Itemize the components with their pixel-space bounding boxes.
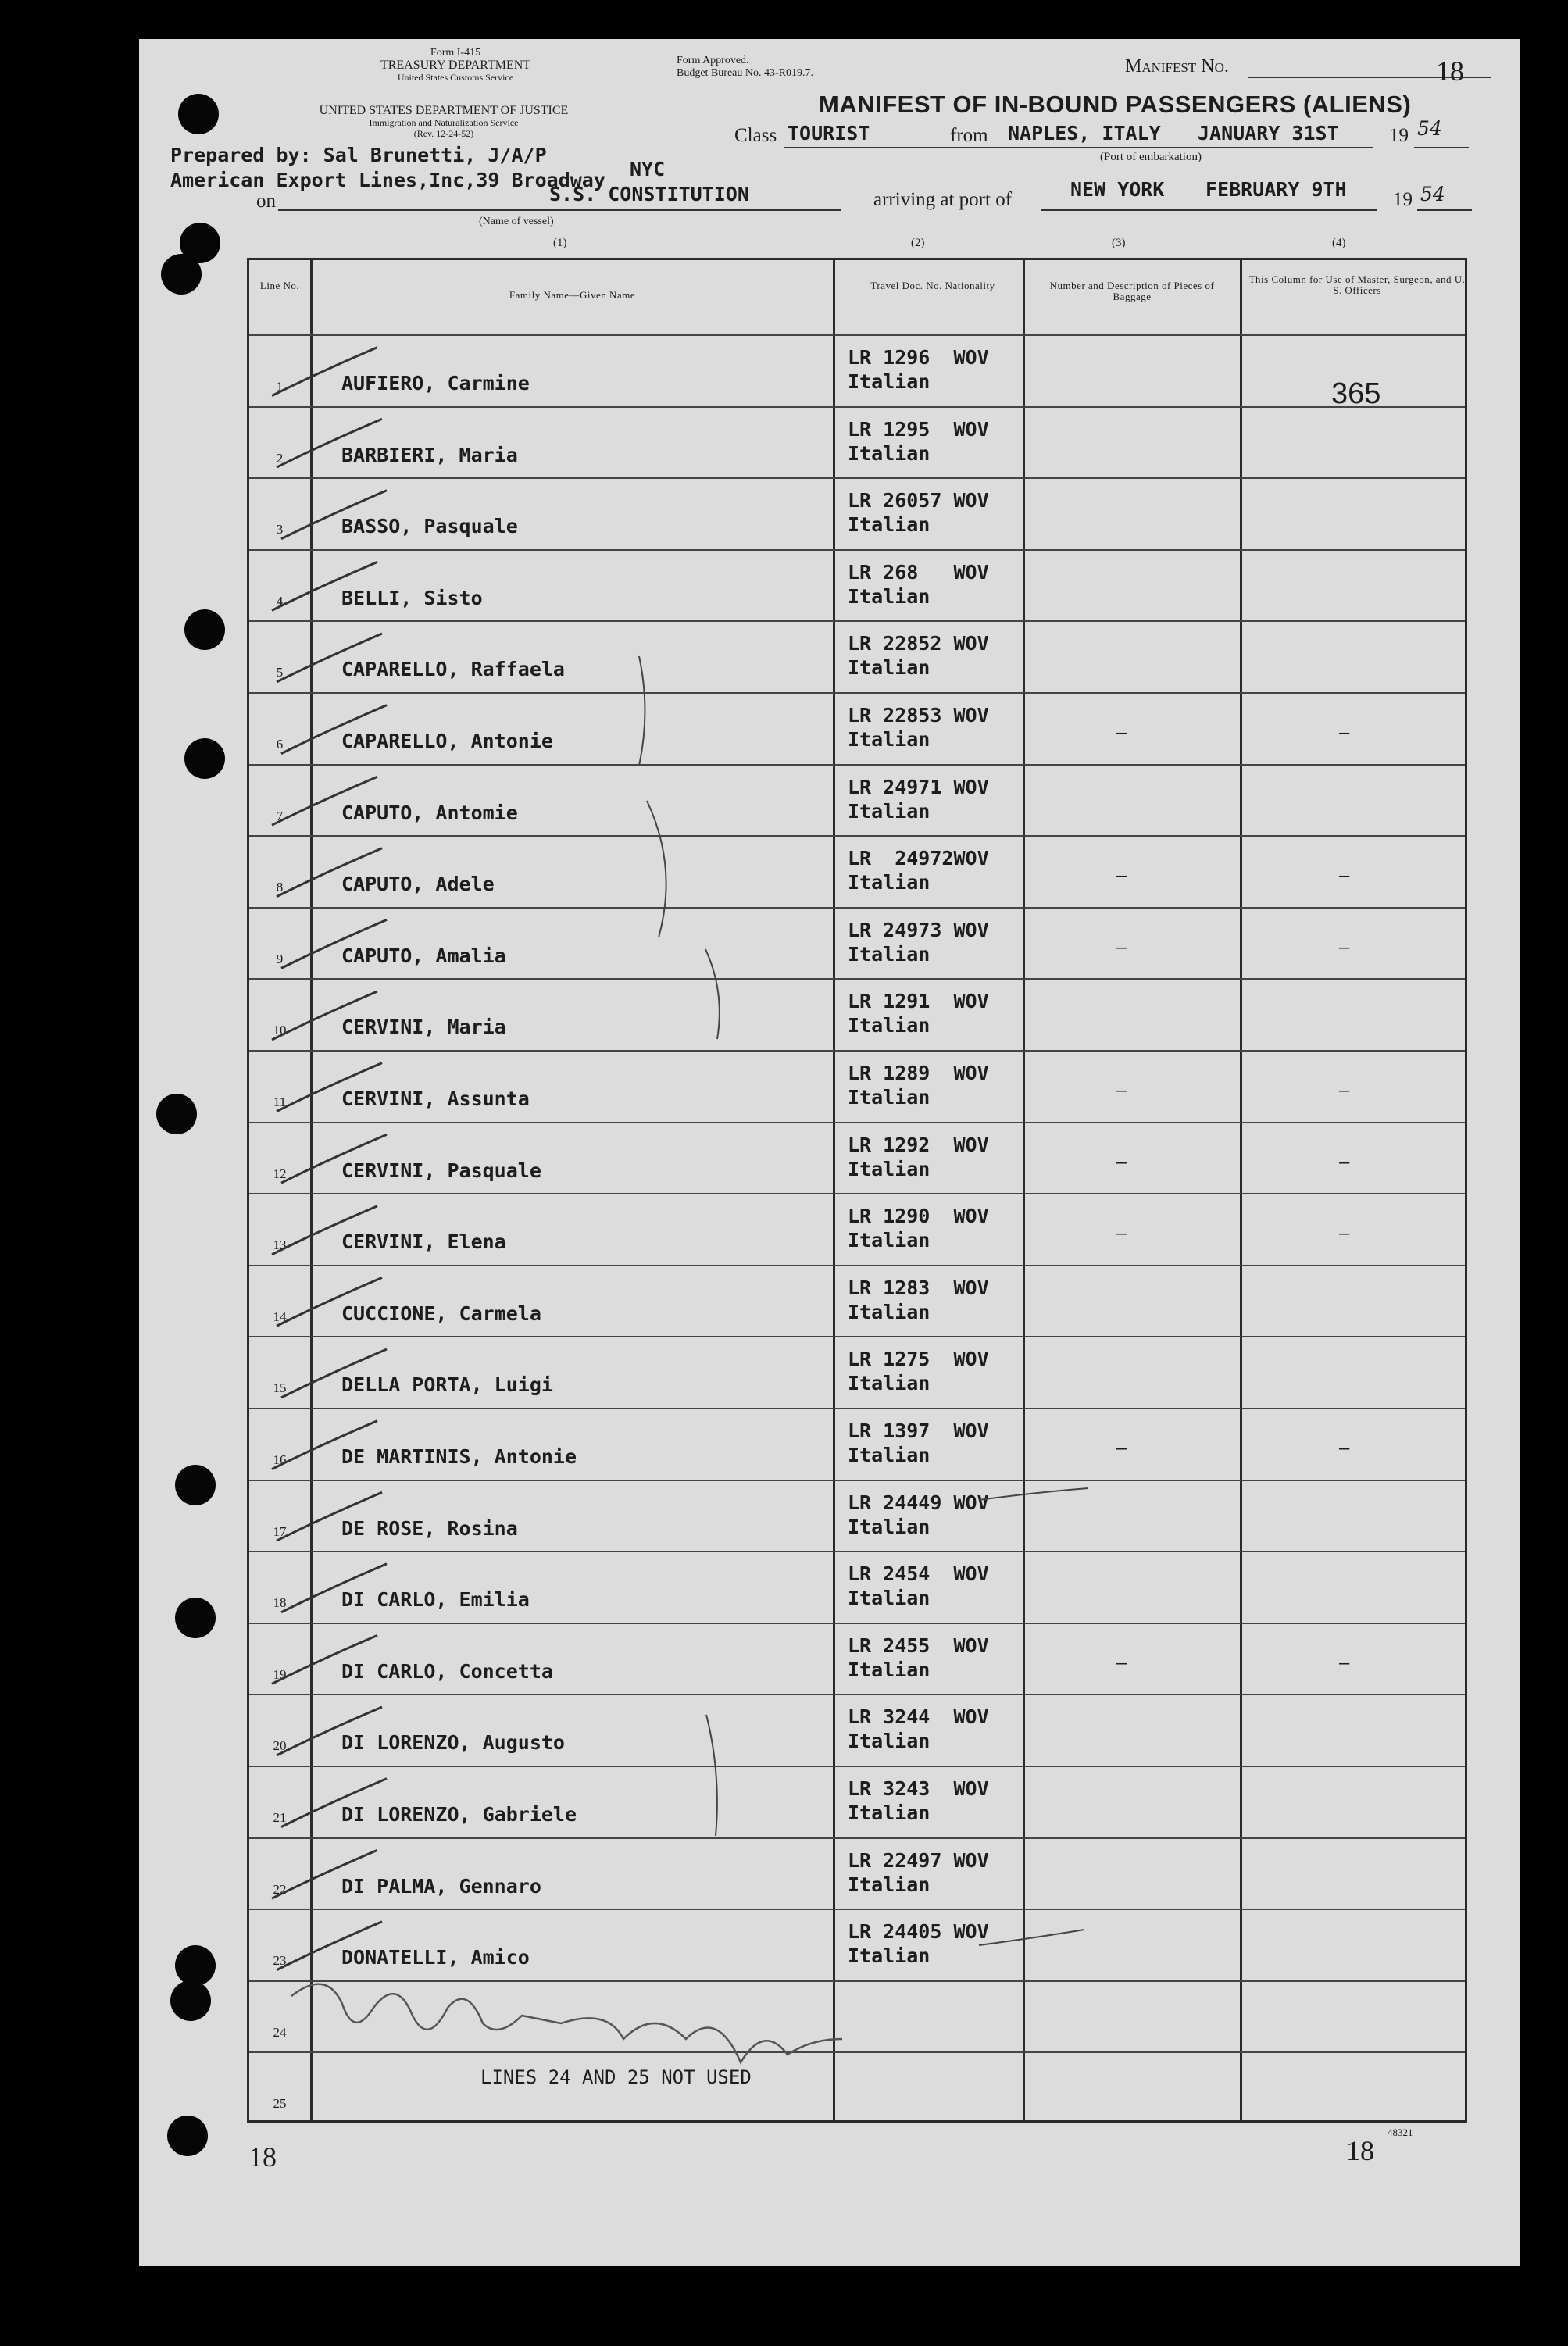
line-number: 24	[273, 2024, 287, 2040]
nationality: Italian	[848, 871, 930, 894]
nationality: Italian	[848, 441, 930, 465]
budget-bureau: Budget Bureau No. 43-R019.7.	[677, 67, 813, 79]
punch-hole	[175, 1465, 216, 1505]
col-divider	[310, 260, 313, 2120]
nationality: Italian	[848, 584, 930, 608]
officer-note: 365	[1331, 377, 1381, 410]
row-divider	[249, 692, 1465, 694]
passenger-name: BARBIERI, Maria	[341, 443, 518, 466]
justice-dept: UNITED STATES DEPARTMENT OF JUSTICE	[319, 104, 569, 117]
travel-doc: LR 24449 WOV	[848, 1491, 989, 1514]
col-divider	[833, 260, 835, 2120]
ditto-dash: –	[1339, 1653, 1350, 1673]
nationality: Italian	[848, 1873, 930, 1896]
ditto-dash: –	[1339, 937, 1350, 958]
travel-doc: LR 2455 WOV	[848, 1634, 989, 1657]
line-number: 14	[273, 1309, 287, 1324]
line-number: 10	[273, 1023, 287, 1038]
arriving-label: arriving at port of	[873, 189, 1013, 210]
port-caption: (Port of embarkation)	[1100, 151, 1202, 163]
travel-doc: LR 3243 WOV	[848, 1777, 989, 1800]
revision-date: (Rev. 12-24-52)	[413, 128, 474, 139]
unused-lines-note: LINES 24 AND 25 NOT USED	[480, 2066, 752, 2088]
travel-doc: LR 2454 WOV	[848, 1562, 989, 1586]
year-prefix: 19	[1389, 125, 1409, 146]
row-divider	[249, 1265, 1465, 1266]
nationality: Italian	[848, 942, 930, 966]
line-number: 8	[276, 880, 284, 895]
row-divider	[249, 764, 1465, 766]
line-number: 7	[276, 808, 284, 823]
ditto-dash: –	[1339, 1224, 1350, 1244]
nationality: Italian	[848, 1300, 930, 1323]
nationality: Italian	[848, 1014, 930, 1037]
line-number: 2	[276, 450, 284, 466]
passenger-name: DI PALMA, Gennaro	[341, 1874, 541, 1898]
nationality: Italian	[848, 728, 930, 751]
arrival-year: 54	[1420, 183, 1445, 205]
form-approved: Form Approved.	[677, 55, 749, 66]
passenger-name: CAPUTO, Antomie	[341, 801, 518, 824]
col-divider	[1240, 260, 1242, 2120]
row-divider	[249, 1980, 1465, 1982]
nationality: Italian	[848, 799, 930, 823]
col4-number: (4)	[1332, 237, 1346, 249]
col3-number: (3)	[1112, 237, 1126, 249]
nationality: Italian	[848, 1730, 930, 1753]
agent-city: NYC	[630, 158, 666, 180]
line-number: 1	[276, 379, 284, 394]
passenger-name: BASSO, Pasquale	[341, 515, 518, 538]
passenger-name: CERVINI, Pasquale	[341, 1159, 541, 1182]
passenger-table	[247, 258, 1467, 2123]
arrival-port: NEW YORK	[1070, 178, 1165, 201]
travel-doc: LR 24971 WOV	[848, 775, 989, 798]
passenger-name: DI LORENZO, Augusto	[341, 1731, 565, 1755]
passenger-name: DI LORENZO, Gabriele	[341, 1803, 577, 1826]
travel-doc: LR 1292 WOV	[848, 1133, 989, 1156]
nationality: Italian	[848, 513, 930, 537]
nationality: Italian	[848, 656, 930, 680]
line-number: 21	[273, 1810, 287, 1825]
line-number: 13	[273, 1237, 287, 1253]
passenger-name: DE ROSE, Rosina	[341, 1516, 518, 1540]
nationality: Italian	[848, 370, 930, 393]
travel-doc: LR 1397 WOV	[848, 1419, 989, 1442]
ditto-dash: –	[1116, 1653, 1127, 1673]
line-number: 5	[276, 665, 284, 680]
line-number: 18	[273, 1595, 287, 1611]
prepared-by: Prepared by: Sal Brunetti, J/A/P	[170, 144, 547, 166]
departure-date: JANUARY 31ST	[1198, 122, 1339, 145]
header-line-no: Line No.	[259, 280, 300, 291]
col1-number: (1)	[553, 237, 567, 249]
travel-doc: LR 1289 WOV	[848, 1062, 989, 1084]
row-divider	[249, 1193, 1465, 1194]
line-number: 20	[273, 1738, 287, 1754]
manifest-label: Manifest No.	[1125, 56, 1229, 77]
passenger-name: AUFIERO, Carmine	[341, 372, 530, 395]
punch-hole	[184, 609, 225, 650]
travel-doc: LR 3244 WOV	[848, 1705, 989, 1729]
line-number: 25	[273, 2096, 287, 2112]
form-number: Form I-415	[430, 47, 481, 59]
line-number: 16	[273, 1452, 287, 1467]
manifest-sheet	[139, 39, 1520, 2266]
row-divider	[249, 1480, 1465, 1481]
row-divider	[249, 978, 1465, 980]
nationality: Italian	[848, 1658, 930, 1681]
nationality: Italian	[848, 1229, 930, 1252]
year-value: 54	[1417, 117, 1442, 140]
row-divider	[249, 406, 1465, 408]
punch-hole	[167, 2116, 208, 2156]
row-divider	[249, 1909, 1465, 1910]
travel-doc: LR 1290 WOV	[848, 1205, 989, 1228]
travel-doc: LR 24973 WOV	[848, 918, 989, 941]
passenger-name: CERVINI, Maria	[341, 1016, 506, 1039]
header-baggage: Number and Description of Pieces of Baggage	[1049, 280, 1215, 302]
passenger-name: CAPUTO, Amalia	[341, 944, 506, 967]
row-divider	[249, 907, 1465, 909]
nationality: Italian	[848, 1515, 930, 1538]
nationality: Italian	[848, 1372, 930, 1395]
col2-number: (2)	[911, 237, 925, 249]
header-officers: This Column for Use of Master, Surgeon, and U. S. Officers	[1248, 273, 1466, 296]
punch-hole	[178, 94, 219, 134]
passenger-name: CAPUTO, Adele	[341, 873, 495, 896]
travel-doc: LR 1283 WOV	[848, 1276, 989, 1299]
line-number: 6	[276, 737, 284, 752]
passenger-name: DE MARTINIS, Antonie	[341, 1445, 577, 1468]
passenger-name: DI CARLO, Concetta	[341, 1659, 553, 1683]
ditto-dash: –	[1339, 1439, 1350, 1459]
line-number: 11	[273, 1094, 287, 1109]
class-value: TOURIST	[788, 122, 870, 145]
arrival-date: FEBRUARY 9TH	[1205, 178, 1347, 201]
agent-address: American Export Lines,Inc,39 Broadway	[170, 169, 605, 191]
punch-hole	[175, 1598, 216, 1638]
row-divider	[249, 1551, 1465, 1552]
manifest-number: 18	[1436, 55, 1464, 87]
punch-hole	[156, 1094, 197, 1134]
vessel-name: S.S. CONSTITUTION	[549, 183, 749, 205]
passenger-name: CERVINI, Assunta	[341, 1087, 530, 1110]
travel-doc: LR 26057 WOV	[848, 489, 989, 512]
line-number: 9	[276, 951, 284, 966]
arrival-year-line	[1417, 209, 1472, 211]
ditto-dash: –	[1116, 723, 1127, 743]
nationality: Italian	[848, 1801, 930, 1824]
passenger-name: DELLA PORTA, Luigi	[341, 1373, 553, 1397]
row-divider	[249, 1837, 1465, 1839]
customs-service: United States Customs Service	[397, 72, 514, 83]
travel-doc: LR 268 WOV	[848, 560, 989, 584]
row-divider	[249, 1408, 1465, 1409]
nationality: Italian	[848, 1587, 930, 1610]
travel-doc: LR 1296 WOV	[848, 346, 989, 369]
port-of-embarkation: NAPLES, ITALY	[1008, 122, 1161, 145]
line-number: 17	[273, 1523, 287, 1539]
travel-doc: LR 1275 WOV	[848, 1348, 989, 1371]
from-label: from	[950, 125, 988, 146]
punch-hole	[184, 738, 225, 779]
line-number: 4	[276, 593, 284, 609]
line-number: 19	[273, 1666, 287, 1682]
from-line	[998, 147, 1373, 148]
arrival-line	[1041, 209, 1377, 211]
manifest-title: MANIFEST OF IN-BOUND PASSENGERS (ALIENS)	[819, 91, 1412, 118]
col-divider	[1023, 260, 1025, 2120]
nationality: Italian	[848, 1157, 930, 1180]
punch-hole	[170, 1980, 211, 2021]
nationality: Italian	[848, 1086, 930, 1109]
ditto-dash: –	[1339, 723, 1350, 743]
passenger-name: CAPARELLO, Raffaela	[341, 658, 565, 681]
passenger-name: CAPARELLO, Antonie	[341, 730, 553, 752]
line-number: 12	[273, 1166, 287, 1181]
line-number: 23	[273, 1953, 287, 1969]
line-number: 15	[273, 1380, 287, 1396]
row-divider	[249, 1623, 1465, 1624]
travel-doc: LR 22852 WOV	[848, 632, 989, 655]
vessel-caption: (Name of vessel)	[479, 216, 554, 227]
row-divider	[249, 1336, 1465, 1337]
travel-doc: LR 24405 WOV	[848, 1920, 989, 1944]
ditto-dash: –	[1339, 1081, 1350, 1101]
arrival-year-prefix: 19	[1393, 189, 1413, 210]
line-number: 22	[273, 1881, 287, 1897]
on-label: on	[256, 191, 276, 212]
travel-doc: LR 22853 WOV	[848, 704, 989, 727]
row-divider	[249, 1766, 1465, 1767]
row-divider	[249, 1694, 1465, 1695]
row-divider	[249, 835, 1465, 837]
footer-page-left: 18	[248, 2141, 277, 2173]
row-divider	[249, 477, 1465, 479]
passenger-name: BELLI, Sisto	[341, 586, 483, 609]
travel-doc: LR 1291 WOV	[848, 990, 989, 1013]
passenger-name: CUCCIONE, Carmela	[341, 1302, 541, 1325]
class-label: Class	[734, 125, 777, 146]
row-divider	[249, 2051, 1465, 2053]
row-divider	[249, 334, 1465, 336]
row-divider	[249, 549, 1465, 551]
ditto-dash: –	[1116, 937, 1127, 958]
punch-hole	[175, 1945, 216, 1986]
ditto-dash: –	[1116, 1439, 1127, 1459]
ditto-dash: –	[1339, 1152, 1350, 1173]
treasury-dept: TREASURY DEPARTMENT	[380, 59, 531, 72]
ditto-dash: –	[1116, 1081, 1127, 1101]
vessel-line	[278, 209, 841, 211]
row-divider	[249, 620, 1465, 622]
travel-doc: LR 22497 WOV	[848, 1848, 989, 1872]
travel-doc: LR 1295 WOV	[848, 417, 989, 441]
ditto-dash: –	[1116, 1224, 1127, 1244]
ditto-dash: –	[1339, 866, 1350, 887]
passenger-name: DI CARLO, Emilia	[341, 1588, 530, 1612]
row-divider	[249, 1050, 1465, 1052]
passenger-name: CERVINI, Elena	[341, 1230, 506, 1254]
nationality: Italian	[848, 1944, 930, 1968]
punch-hole	[161, 254, 202, 295]
header-name: Family Name—Given Name	[509, 289, 636, 301]
ins-service: Immigration and Naturalization Service	[369, 117, 519, 128]
line-number: 3	[276, 522, 284, 537]
row-divider	[249, 1122, 1465, 1123]
passenger-name: DONATELLI, Amico	[341, 1946, 530, 1969]
header-travel-doc: Travel Doc. No. Nationality	[870, 280, 995, 291]
nationality: Italian	[848, 1444, 930, 1466]
ditto-dash: –	[1116, 1152, 1127, 1173]
ditto-dash: –	[1116, 866, 1127, 887]
print-code: 48321	[1388, 2126, 1413, 2138]
footer-page-right: 18	[1346, 2135, 1374, 2166]
year-line	[1414, 147, 1469, 148]
travel-doc: LR 24972WOV	[848, 847, 989, 870]
